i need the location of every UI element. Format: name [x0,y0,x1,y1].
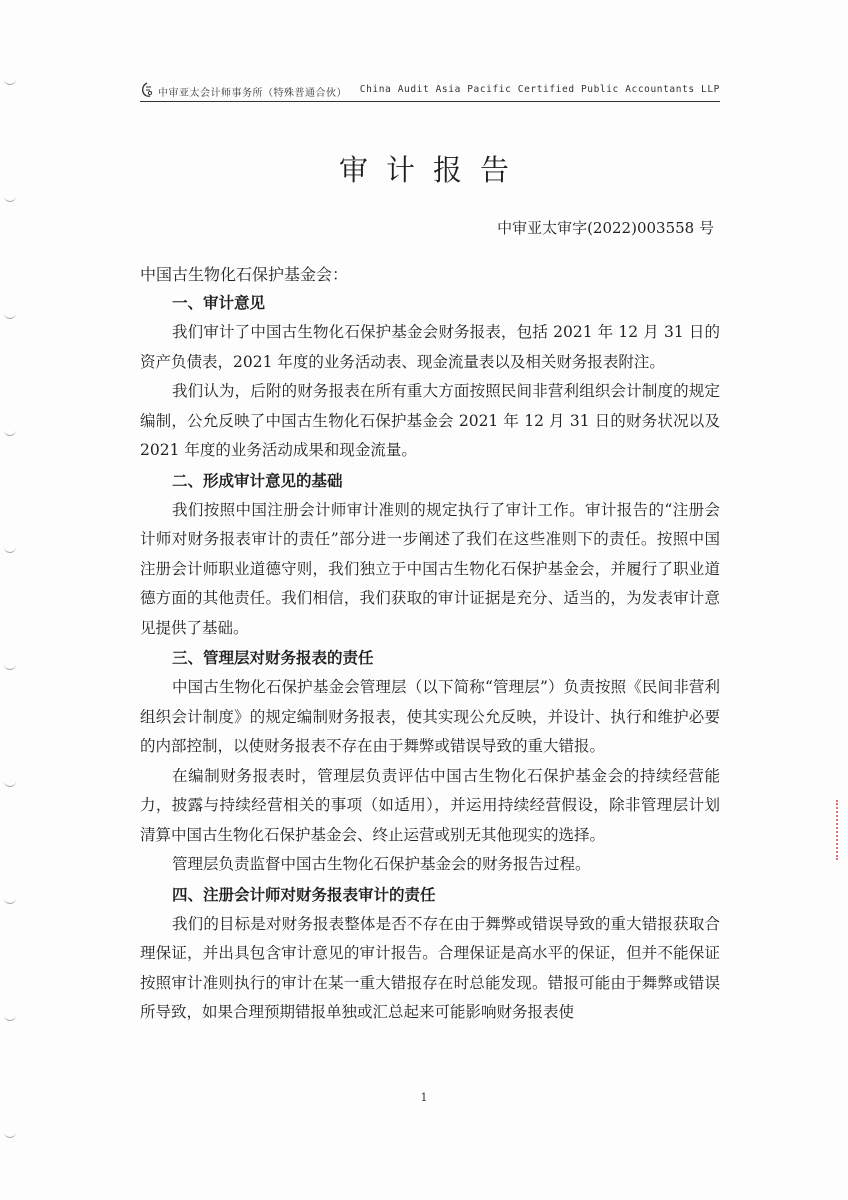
binding-mark [4,1014,16,1021]
header-rule [140,101,720,102]
binding-mark [4,780,16,787]
binding-mark [4,897,16,904]
report-body [140,288,720,1028]
firm-name-en: China Audit Asia Pacific Certified Public Accountants LLP [359,84,720,95]
page-title: 审计报告 [338,153,527,187]
report-number: 中审亚太审字(2022)003558 号 [497,219,714,237]
paragraph: 在编制财务报表时，管理层负责评估中国古生物化石保护基金会的持续经营能力，披露与持续经营相关的事项（如适用），并运用持续经营假设，除非管理层计划清算中国古生物化石保护基金会、终止运营或别无其他现实的选择。 [140,766,720,844]
paragraph: 我们认为，后附的财务报表在所有重大方面按照民间非营利组织会计制度的规定编制，公允反映了中国古生物化石保护基金会 2021 年 12 月 31 日的财务状况以及 2021 年度的业务活动成果和现金流量。 [140,382,720,459]
section-heading-audit-opinion: 一、审计意见 [172,294,266,312]
paragraph: 我们按照中国注册会计师审计准则的规定执行了审计工作。审计报告的“注册会计师对财务报表审计的责任”部分进一步阐述了我们在这些准则下的责任。按照中国注册会计师职业道德守则，我们独立于中国古生物化石保护基金会，并履行了职业道德方面的其他责任。我们相信，我们获取的审计证据是充分、适当的，为发表审计意见提供了基础。 [140,500,720,637]
paragraph: 管理层负责监督中国古生物化石保护基金会的财务报告过程。 [172,855,591,873]
binding-mark [4,312,16,319]
binding-mark [4,546,16,553]
binding-mark [4,195,16,202]
seal-edge-mark [836,800,841,860]
paragraph: 中国古生物化石保护基金会管理层（以下简称“管理层”）负责按照《民间非营利组织会计制度》的规定编制财务报表，使其实现公允反映，并设计、执行和维护必要的内部控制，以使财务报表不存在由于舞弊或错误导致的重大错报。 [140,678,720,755]
section-heading-basis-for-opinion: 二、形成审计意见的基础 [172,471,343,490]
binding-mark [4,1131,16,1138]
binding-mark [4,663,16,670]
section-heading-management-responsibility: 三、管理层对财务报表的责任 [172,649,374,667]
paragraph: 我们审计了中国古生物化石保护基金会财务报表，包括 2021 年 12 月 31 日的资产负债表，2021 年度的业务活动表、现金流量表以及相关财务报表附注。 [140,323,720,371]
firm-name-cn: 中审亚太会计师事务所（特殊普通合伙） [158,88,347,99]
firm-logo-icon [140,82,154,98]
section-heading-auditor-responsibility: 四、注册会计师对财务报表审计的责任 [172,885,436,904]
binding-mark [4,429,16,436]
addressee: 中国古生物化石保护基金会： [140,265,349,284]
paragraph: 我们的目标是对财务报表整体是否不存在由于舞弊或错误导致的重大错报获取合理保证，并出具包含审计意见的审计报告。合理保证是高水平的保证，但并不能保证按照审计准则执行的审计在某一重大错报存在时总能发现。错报可能由于舞弊或错误所导致，如果合理预期错报单独或汇总起来可能影响财务报表使 [140,914,720,1021]
binding-mark [4,78,16,85]
page-number: 1 [420,1091,428,1104]
